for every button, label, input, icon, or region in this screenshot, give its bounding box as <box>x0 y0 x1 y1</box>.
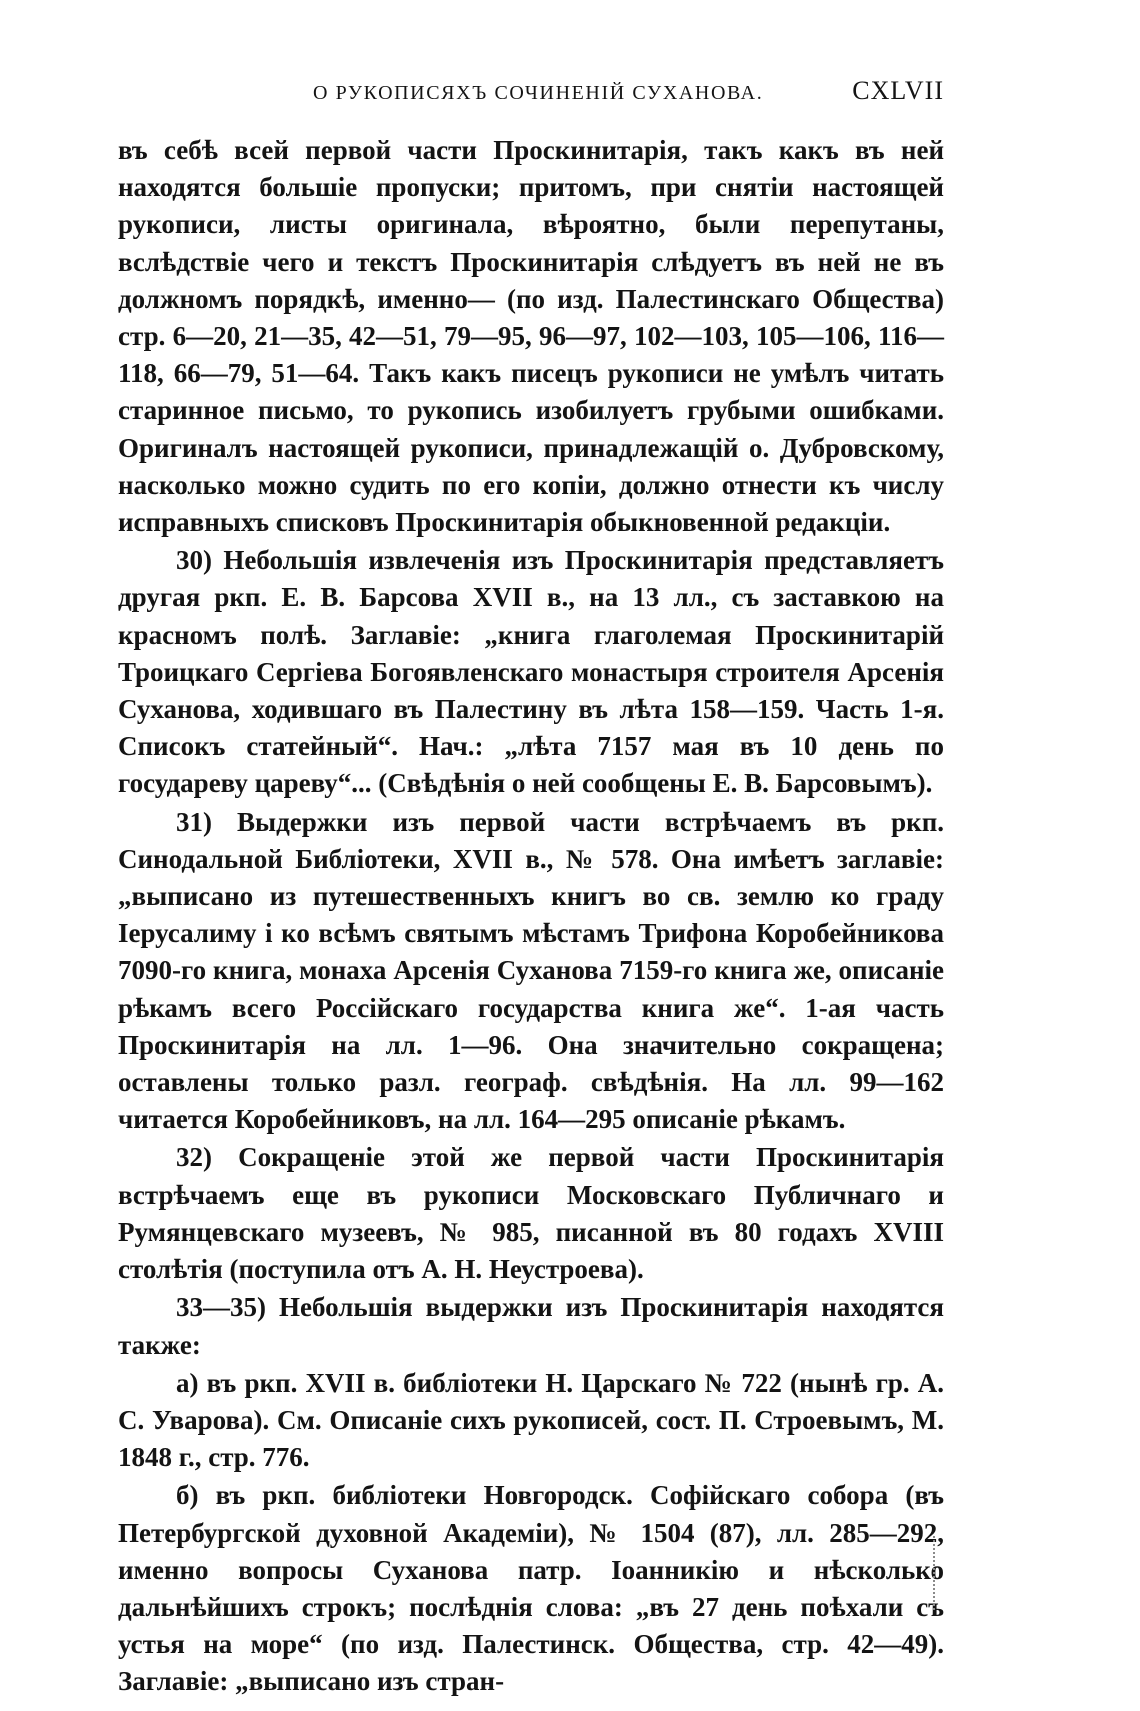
paragraph-item-33-35: 33—35) Небольшія выдержки изъ Проскинитарія находятся также: <box>118 1292 944 1360</box>
page-number: CXLVII <box>852 76 944 105</box>
paragraph-continuation: въ себѣ всей первой части Проскинитарія, такъ какъ въ ней находятся большіе пропуски; притомъ, при снятіи настоящей рукописи, листы оригинала, вѣроятно, были перепутаны, вслѣдствіе чего и текстъ Проскинитарія слѣдуетъ въ ней не въ должномъ порядкѣ, именно— (по изд. Палестинскаго Общества) стр. 6—20, 21—35, 42—51, 79—95, 96—97, 102—103, 105—106, 116—118, 66—79, 51—64. Такъ какъ писецъ рукописи не умѣлъ читать старинное письмо, то рукопись изобилуетъ грубыми ошибками. Оригиналъ настоящей рукописи, принадлежащій о. Дубровскому, насколько можно судить по его копіи, должно отнести къ числу исправныхъ списковъ Проскинитарія обыкновенной редакціи. <box>118 135 944 538</box>
running-title: О РУКОПИСЯХЪ СОЧИНЕНІЙ СУХАНОВА. <box>313 82 764 104</box>
paragraph-subitem-a: а) въ ркп. XVII в. библіотеки Н. Царскаго № 722 (нынѣ гр. А. С. Уварова). См. Описаніе сихъ рукописей, сост. П. Строевымъ, М. 1848 г., стр. 776. <box>118 1367 944 1473</box>
paragraph-item-31: 31) Выдержки изъ первой части встрѣчаемъ въ ркп. Синодальной Библіотеки, XVII в., № 578. Она имѣетъ заглавіе: „выписано из путешественныхъ книгъ во св. землю ко граду Іерусалиму і ко всѣмъ святымъ мѣстамъ Трифона Коробейникова 7090-го книга, монаха Арсенія Суханова 7159-го книга же, описаніе рѣкамъ всего Россійскаго государства книга же“. 1-ая часть Проскинитарія на лл. 1—96. Она значительно сокращена; оставлены только разл. географ. свѣдѣнія. На лл. 99—162 читается Коробейниковъ, на лл. 164—295 описаніе рѣкамъ. <box>118 806 944 1135</box>
paragraph-item-32: 32) Сокращеніе этой же первой части Проскинитарія встрѣчаемъ еще въ рукописи Московскаго Публичнаго и Румянцевскаго музеевъ, № 985, писанной въ 80 годахъ XVIII столѣтія (поступила отъ А. Н. Неустроева). <box>118 1142 944 1285</box>
stray-mark <box>933 1536 936 1610</box>
running-head <box>118 72 944 118</box>
document-page <box>118 72 944 1701</box>
paragraph-subitem-b: б) въ ркп. библіотеки Новгородск. Софійскаго собора (въ Петербургской духовной Академіи), № 1504 (87), лл. 285—292, именно вопросы Суханова патр. Іоанникію и нѣсколько дальнѣйшихъ строкъ; послѣднія слова: „въ 27 день поѣхали съ устья на море“ (по изд. Палестинск. Общества, стр. 42—49). Заглавіе: „выписано изъ стран- <box>118 1480 944 1697</box>
body-text <box>118 132 944 1701</box>
paragraph-item-30: 30) Небольшія извлеченія изъ Проскинитарія представляетъ другая ркп. Е. В. Барсова XVII в., на 13 лл., съ заставкою на красномъ полѣ. Заглавіе: „книга глаголемая Проскинитарій Троицкаго Сергіева Богоявленскаго монастыря строителя Арсенія Суханова, ходившаго въ Палестину въ лѣта 158—159. Часть 1-я. Списокъ статейный“. Нач.: „лѣта 7157 мая въ 10 день по государеву цареву“... (Свѣдѣнія о ней сообщены Е. В. Барсовымъ). <box>118 545 944 799</box>
